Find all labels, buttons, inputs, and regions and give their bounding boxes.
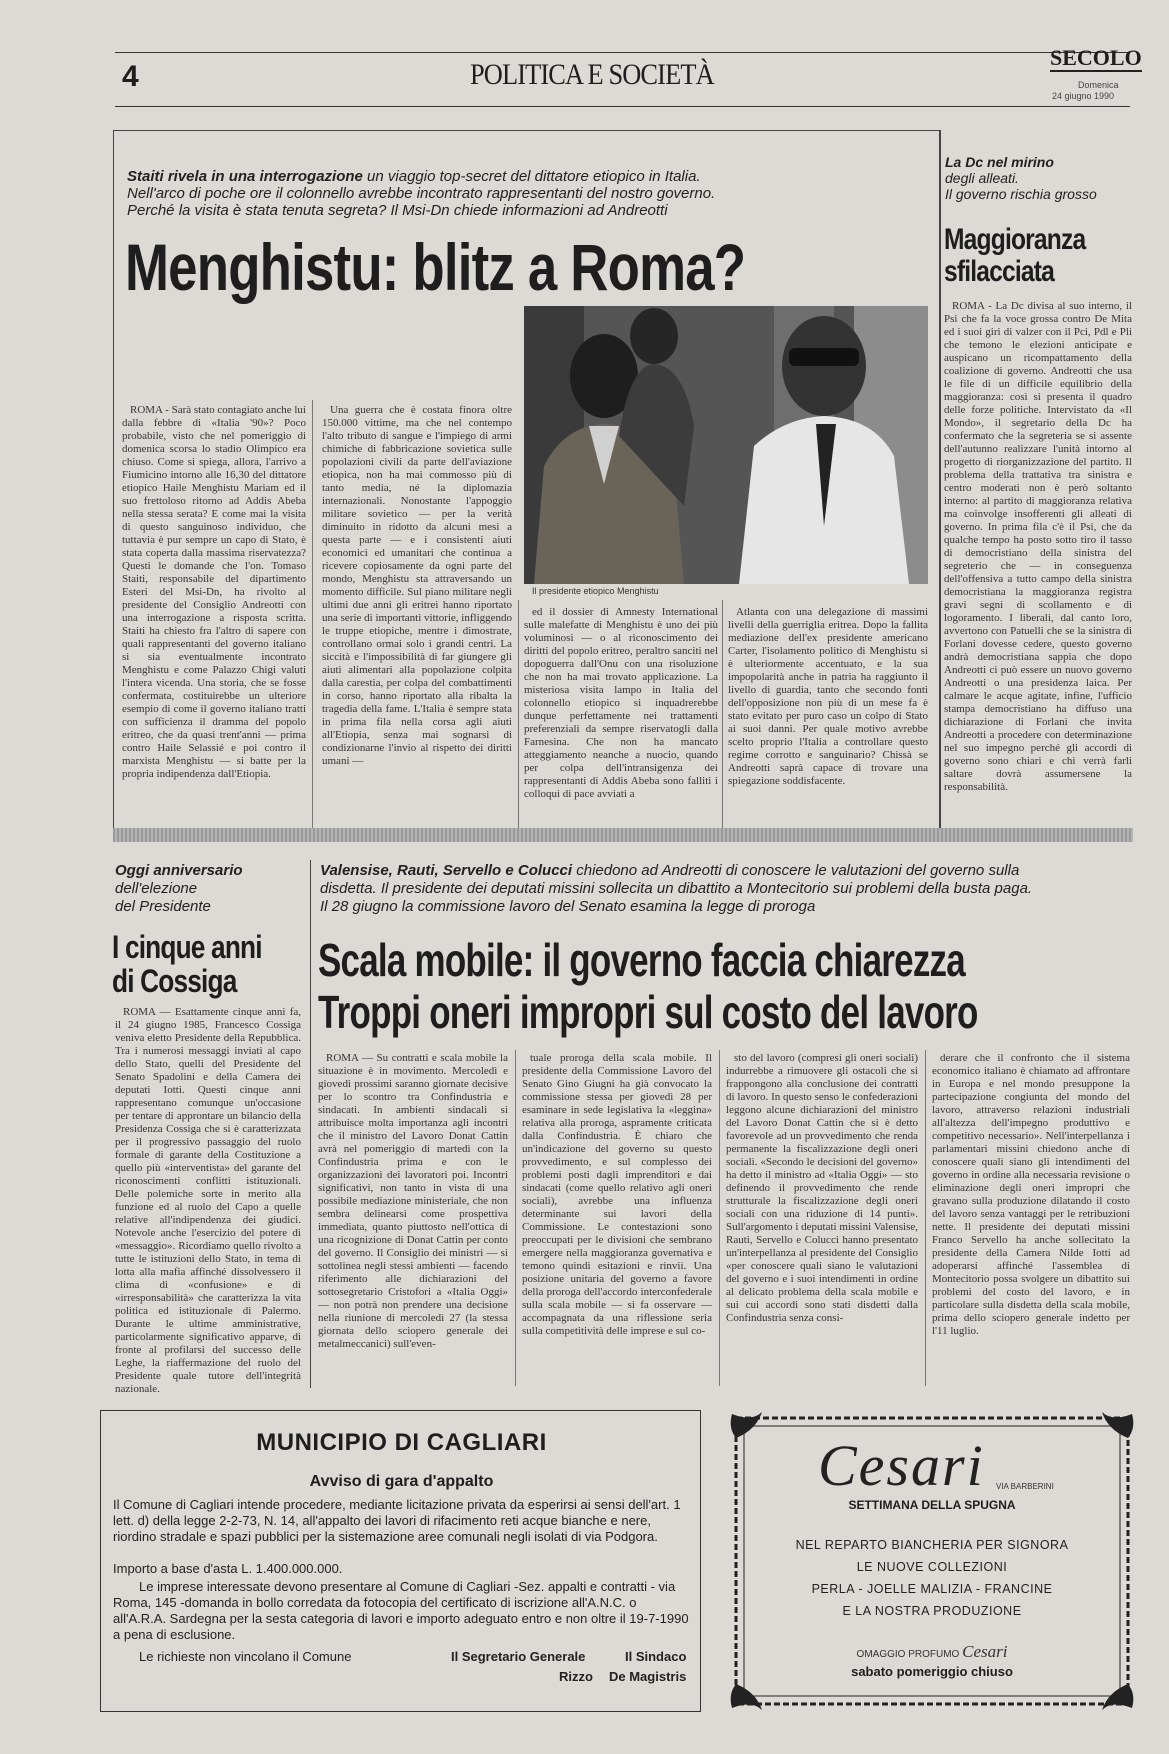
cesari-gift	[728, 1642, 1136, 1662]
scala-column-3	[726, 1052, 918, 1386]
lead-column-text: ROMA - Sarà stato contagiato anche lui dalla febbre di «Italia '90»? Poco probabile, visto che nel pomeriggio di domenica scorsa lo stadio Olimpico era chiuso. Come si spiega, allora, l'arrivo a Fiumicino intorno alle 16,30 del dittatore etiopico Haile Menghistu Mariam ed il suo frettoloso ritorno ad Addis Abeba nella stessa serata? E come mai la visita di questo sanguinoso individuo, che tuttavia è pur sempre un capo di Stato, è stata coperta dalla massima riservatezza? Questi le domande che l'on. Tomaso Staiti, responsabile del dipartimento Esteri del Msi-Dn, ha rivolto al presidente del Consiglio Andreotti con una interrogazione a risposta scritta. Staiti ha chiesto fra l'altro di sapere con quali rappresentanti del governo italiano si sia eventualmente incontrato Menghistu e come Palazzo Chigi valuti l'intera vicenda. Una storia, che se fosse confermata, costituirebbe un ulteriore esempio di come il governo italiano tratti con sufficienza il dramma del popolo eritreo, che da quasi trent'anni — prima contro Haile Selassié e poi contro il marxista Menghistu — si batte per la propria indipendenza dall'Etiopia.	[122, 404, 306, 780]
scala-kicker-lead: Valensise, Rauti, Servello e Colucci	[320, 862, 573, 879]
cossiga-column	[115, 1006, 301, 1395]
municipio-ad	[100, 1410, 701, 1712]
scala-column-4	[932, 1052, 1130, 1386]
signature-2-title: Il Sindaco	[625, 1649, 687, 1664]
sidebar-text: ROMA - La Dc divisa al suo interno, il Psi che fa la voce grossa contro De Mita ed i suoi giri di valzer con il Pci, Pdl e Pli che temono le elezioni anticipate e auspicano un ricompattamento della coalizione di governo. Andreotti che usa le file di un difficile equilibrio della maggioranza: così si presenta il quadro delle forze politiche. Intervistato da «Il Mondo», il segretario della Dc ha confermato che la segreteria se si assente dell'autunno realizzare l'unità intorno al progetto di riorganizzazione del partito. Il problema della trattativa tra sinistra e centro moderati non è però soltanto interno: al partito di maggioranza relativa ma coinvolge insofferenti gli alleati di governo. In prima fila c'è il Psi, che da qualche tempo ha posto sotto tiro il tasso di democristiano della sinistra del segreterio che — in conseguenza dell'offensiva a tutto campo della sinistra democristiana la maggioranza registra gravi segni di scollamento e di logoramento. I liberali, dal canto loro, avvertono con Patuelli che se la sinistra di Forlani dovesse cedere, questo governo andrà democristiana sappia che dopo Andreotti ci può essere un nuovo governo Andreotti o una presidenza laica. Per calmare le acque agitate, infine, l'ufficio stampa democristiano ha diffuso una dichiarazione di Forlani che invita Andreotti a procedere con determinazione nel suo impegno perché gli accordi di governo sono chiari e chi verrà farli saltare dovrà assumersene la responsabilità.	[944, 300, 1132, 793]
municipio-para: Le imprese interessate devono presentare al Comune di Cagliari -Sez. appalti e contratti - via Roma, 145 -domanda in bollo corredata da fotocopia del certificato di iscrizione all'A.N.C. o all'A.R.A. Sardegna per la sesta categoria di lavori e importo adeguato entro e non oltre il 19-7-1990 a pena di esclusione.	[113, 1579, 689, 1642]
sidebar-headline-line: Maggioranza	[944, 223, 1086, 256]
scala-headline	[318, 934, 978, 1038]
cossiga-kicker-line: dell'elezione	[115, 880, 198, 897]
cossiga-kicker	[115, 862, 305, 916]
cossiga-kicker-lead: Oggi anniversario	[115, 862, 243, 879]
cesari-line: PERLA - JOELLE MALIZIA - FRANCINE	[811, 1582, 1053, 1596]
photo-caption: Il presidente etiopico Menghistu	[532, 586, 659, 596]
cossiga-headline-line: I cinque anni	[112, 929, 262, 965]
lead-column-1	[122, 404, 306, 828]
masthead: SECOLO	[1050, 45, 1142, 70]
municipio-subtitle: Avviso di gara d'appalto	[309, 1473, 494, 1490]
scala-column-text: tuale proroga della scala mobile. Il presidente della Commissione Lavoro del Senato Gino Giugni ha già convocato la commissione stessa per giovedì 28 per esaminare in sede legislativa la «leggina» relativa alla proroga, aspramente criticata dalla Confindustria. È chiaro che un'indicazione del governo su questo provvedimento, e sul complesso dei problemi posti dagli imprenditori e dai sindacati (come quello relativo agli oneri sociali), avrebbe una influenza determinante sui lavori della Commissione. Le contestazioni sono preoccupati per le divisioni che sembrano emergere nella maggioranza governativa e temono quindi esitazioni e rinvii. Una posizione unitaria del governo a favore della proroga dell'accordo interconfederale sulla scala mobile — si fa osservare — accompagnata da una riflessione seria sulla competitività delle imprese e sul co-	[522, 1052, 712, 1337]
sidebar-kicker	[945, 154, 1135, 202]
cossiga-kicker-line: del Presidente	[115, 898, 211, 915]
cesari-logo: Cesari	[818, 1433, 985, 1498]
lead-column-2	[322, 404, 512, 828]
page-number: 4	[122, 60, 139, 93]
page-header	[0, 0, 1169, 110]
municipio-amount: Importo a base d'asta L. 1.400.000.000.	[113, 1561, 343, 1576]
cesari-line: LE NUOVE COLLEZIONI	[856, 1560, 1008, 1574]
municipio-title: MUNICIPIO DI CAGLIARI	[256, 1429, 547, 1456]
cesari-address: VIA BARBERINI	[996, 1482, 1054, 1491]
lead-story-kicker	[127, 168, 927, 219]
issue-date: 24 giugno 1990	[1052, 91, 1115, 101]
lead-column-3	[524, 606, 718, 828]
scala-kicker-line: Il 28 giugno la commissione lavoro del Senato esamina la legge di proroga	[320, 898, 816, 915]
sidebar-kicker-lead: La Dc nel mirino	[945, 154, 1054, 170]
municipio-para: Il Comune di Cagliari intende procedere, mediante licitazione privata da esperirsi ai sensi dell'art. 1 lett. d) della legge 2-2-73, N. 14, all'appalto dei lavori di rifacimento reti acque bianche e nere, riordino stradale e spazi pubblici per la sistemazione aree comunali negli isolati di via Podgora.	[113, 1497, 681, 1544]
kicker-rest: un viaggio top-secret del dittatore etiopico in Italia.	[362, 168, 701, 185]
scala-headline-line: Scala mobile: il governo faccia chiarezza	[318, 934, 965, 986]
signature-2-name: De Magistris	[609, 1669, 687, 1684]
signature-1-title: Il Segretario Generale	[451, 1649, 586, 1664]
lead-headline: Menghistu: blitz a Roma?	[125, 230, 746, 304]
lead-column-4	[728, 606, 928, 828]
scala-column-1	[318, 1052, 508, 1386]
cesari-line: NEL REPARTO BIANCHERIA PER SIGNORA	[795, 1538, 1069, 1552]
photo-illustration	[524, 306, 928, 584]
kicker-line: Nell'arco di poche ore il colonnello avrebbe incontrato rappresentanti del nostro governo.	[127, 185, 716, 202]
cesari-tagline: SETTIMANA DELLA SPUGNA	[848, 1498, 1016, 1512]
kicker-lead: Staiti rivela in una interrogazione	[127, 168, 363, 185]
scala-kicker-line: disdetta. Il presidente dei deputati missini sollecita un dibattito a Montecitorio sui problemi della busta paga.	[320, 880, 1033, 897]
section-title: POLITICA E SOCIETÀ	[470, 58, 714, 91]
scala-column-text: derare che il confronto che il sistema economico italiano è chiamato ad affrontare in Europa e nel mondo presuppone la partecipazione congiunta del mondo del lavoro, attraverso relazioni industriali all'altezza dell'impegno produttivo e competitivo necessario». Nell'interpellanza i parlamentari missini chiedono anche di conoscere quali siano gli intendimenti del governo in ordine alla necessaria revisione o eliminazione degli oneri impropri che gravano sulla produzione dilatando il costo del lavoro senza vantaggi per le retribuzioni nette. Il presidente dei deputati missini Franco Servello ha anche sollecitato la presidente della Camera Nilde Iotti ad adoperarsi affinché l'assemblea di Montecitorio possa svolgere un dibattito sui problemi del costo del lavoro, e in particolare sulla disdetta della scala mobile, prima dello sciopero generale indetto per l'11 luglio.	[932, 1052, 1130, 1337]
lead-column-text: Una guerra che è costata finora oltre 150.000 vittime, ma che nel contempo l'alto tributo di sangue e l'impiego di armi chimiche di fabbricazione sovietica sulle popolazioni civili da parte dell'aviazione etiopica, non ha mai commosso più di tanto media, né la diplomazia internazionali. Nonostante l'appoggio militare sovietico — per la verità diminuito in ridotto da alcuni mesi a questa parte — e i consistenti aiuti economici ed umanitari che continua a ricevere copiosamente da ogni parte del mondo, Menghistu sta attraversando un momento difficile. Sul piano militare negli ultimi due anni gli eritrei hanno riportato una serie di importanti vittorie, infliggendo le truppe etiopiche, mentre i dimostrate, controllano ormai solo i grandi centri. La siccità e l'impossibilità di far giungere gli aiuti alimentari alla popolazione colpita dalla carestia, per colpa del combattimenti in corso, hanno riportato alla ribalta la tragedia della fame. L'Italia è sempre stata in prima fila nella corsa agli aiuti all'Etiopia, senza mai sognarsi di condizionarne l'invio al rispetto dei diritti umani —	[322, 404, 513, 767]
cesari-gift-brand: Cesari	[962, 1642, 1008, 1661]
municipio-note: Le richieste non vincolano il Comune	[139, 1649, 352, 1664]
cesari-gift-label: OMAGGIO PROFUMO	[856, 1649, 960, 1660]
section-divider-band	[113, 828, 1133, 842]
kicker-line: Perché la visita è stata tenuta segreta? Il Msi-Dn chiede informazioni ad Andreotti	[127, 202, 668, 219]
scala-kicker	[320, 862, 1130, 916]
issue-day: Domenica	[1078, 80, 1119, 90]
cossiga-headline-line: di Cossiga	[112, 963, 237, 999]
sidebar-headline	[944, 224, 1085, 288]
lead-column-text: ed il dossier di Amnesty International sulle malefatte di Menghistu è uno dei più voluminosi — o al riconoscimento dei diritti del popolo eritreo, peraltro sanciti nel dopoguerra dall'Onu con una risoluzione che non ha mai trovato applicazione. La misteriosa visita lampo in Italia del colonnello etiopico si inquadrerebbe dunque perfettamente nei trattamenti preferenziali da sempre riservatogli dalla Farnesina. Che non ha mancato atteggiamento neanche a nuocio, quando per colpa dell'intransigenza dei rappresentanti di Addis Abeba sono falliti i colloqui di pace avviati a	[524, 606, 718, 800]
scala-column-text: sto del lavoro (compresi gli oneri sociali) indurrebbe a rimuovere gli ostacoli che si frappongono alla conclusione dei contratti di lavoro. In questo senso le confederazioni leggono alcune dichiarazioni del ministro del Lavoro Donat Cattin che si è detto favorevole ad un provvedimento che renda permanente la fiscalizzazione degli oneri sociali. «Secondo le decisioni del governo» ha detto il ministro ad «Italia Oggi» — sto definendo il provvedimento che rende strutturale la fiscalizzazione degli oneri sociali con una riduzione di 14 punti». Sull'argomento i deputati missini Valensise, Rauti, Servello e Colucci hanno presentato un'interpellanza al presidente del Consiglio «per conoscere quali siano le valutazioni del governo e i suoi intendimenti in ordine al delicato problema della scala mobile e sui cui accordi sono stati disdetti dalla Confindustria senza consi-	[726, 1052, 918, 1324]
scala-column-2	[522, 1052, 712, 1386]
cossiga-text: ROMA — Esattamente cinque anni fa, il 24 giugno 1985, Francesco Cossiga veniva eletto Presidente della Repubblica. Tra i numerosi messaggi inviati al capo dello Stato, quelli del Presidente del Senato Spadolini e della Camera dei deputati Iotti. Questi cinque anni rappresentano comunque un'occasione per tentare di approntare un bilancio della Presidenza Cossiga che si è caratterizzata per il progressivo passaggio del ruolo formale di garante della Costituzione a quello più «interventista» del garante del riconoscimenti conflitti istituzionali. Delle polemiche sorte in merito alla funzione ed al ruolo del Capo a quelle relative all'indipendenza dei giudici. Notevole anche l'esercizio del potere di «messaggio». Ricordiamo quello rivolto a tutte le istituzioni dello Stato, in tema di lotta alla mafia affinché dissolvessero il clima di «confusione» e di «irresponsabilità» che caratterizza la vita politica ed istituzionale di Palermo. Durante le ultime amministrative, particolarmente significativo apparve, di fronte al profilarsi del successo delle Leghe, la riaffermazione del ruolo del Presidente quale tutore dell'integrità nazionale.	[115, 1006, 301, 1395]
scala-column-text: ROMA — Su contratti e scala mobile la situazione è in movimento. Mercoledì e giovedì prossimi saranno giornate decisive per lo scontro tra Confindustria e sindacati. In ambienti sindacali si attribuisce molta importanza agli incontri che il ministro del Lavoro Donat Cattin avrà nel pomeriggio di martedì con la Confindustria prima e con le organizzazioni dei lavoratori poi. Incontri significativi, non tanto in vista di una possibile mediazione ministeriale, che non sembra delinearsi come prospettiva immediata, quanto piuttosto nell'ottica di una ricognizione di Donat Cattin per conto del governo. Il Consiglio dei ministri — si sottolinea negli stessi ambienti — facendo riferimento alle dichiarazioni del sottosegretario Cristofori a «Italia Oggi» — non potrà non prendere una decisione nella riunione di mercoledì 27 (la stessa giornata dello sciopero generale dei metalmeccanici) sull'even-	[318, 1052, 508, 1350]
scala-kicker-rest: chiedono ad Andreotti di conoscere le valutazioni del governo sulla	[572, 862, 1020, 879]
sidebar-column	[944, 300, 1132, 828]
cesari-hours: sabato pomeriggio chiuso	[851, 1664, 1013, 1679]
cesari-line: E LA NOSTRA PRODUZIONE	[842, 1604, 1022, 1618]
sidebar-kicker-line: Il governo rischia grosso	[945, 186, 1097, 202]
sidebar-kicker-line: degli alleati.	[945, 170, 1019, 186]
cesari-ad	[728, 1410, 1136, 1712]
sidebar-divider	[940, 130, 941, 842]
menghistu-photo	[524, 306, 928, 584]
signature-1-name: Rizzo	[559, 1669, 593, 1684]
cossiga-headline	[112, 930, 262, 998]
scala-headline-line: Troppi oneri impropri sul costo del lavoro	[318, 986, 978, 1038]
sidebar-headline-line: sfilacciata	[944, 255, 1054, 288]
lead-column-text: Atlanta con una delegazione di massimi livelli della guerriglia eritrea. Dopo la fallita mediazione dell'ex presidente americano Carter, l'isolamento politico di Menghistu si è ulteriormente accentuato, e la sua impopolarità anche in patria ha raggiunto il livello di guardia, tanto che secondo fonti dell'opposizione non più di un mese fa è stato evitato per puro caso un colpo di Stato ai suoi danni. Per quale motivo avrebbe scelto proprio l'Italia a controllare questo regime corrotto e sanguinario? Chissà se Andreotti saprà capace di trovare una spiegazione soddisfacente.	[728, 606, 928, 787]
